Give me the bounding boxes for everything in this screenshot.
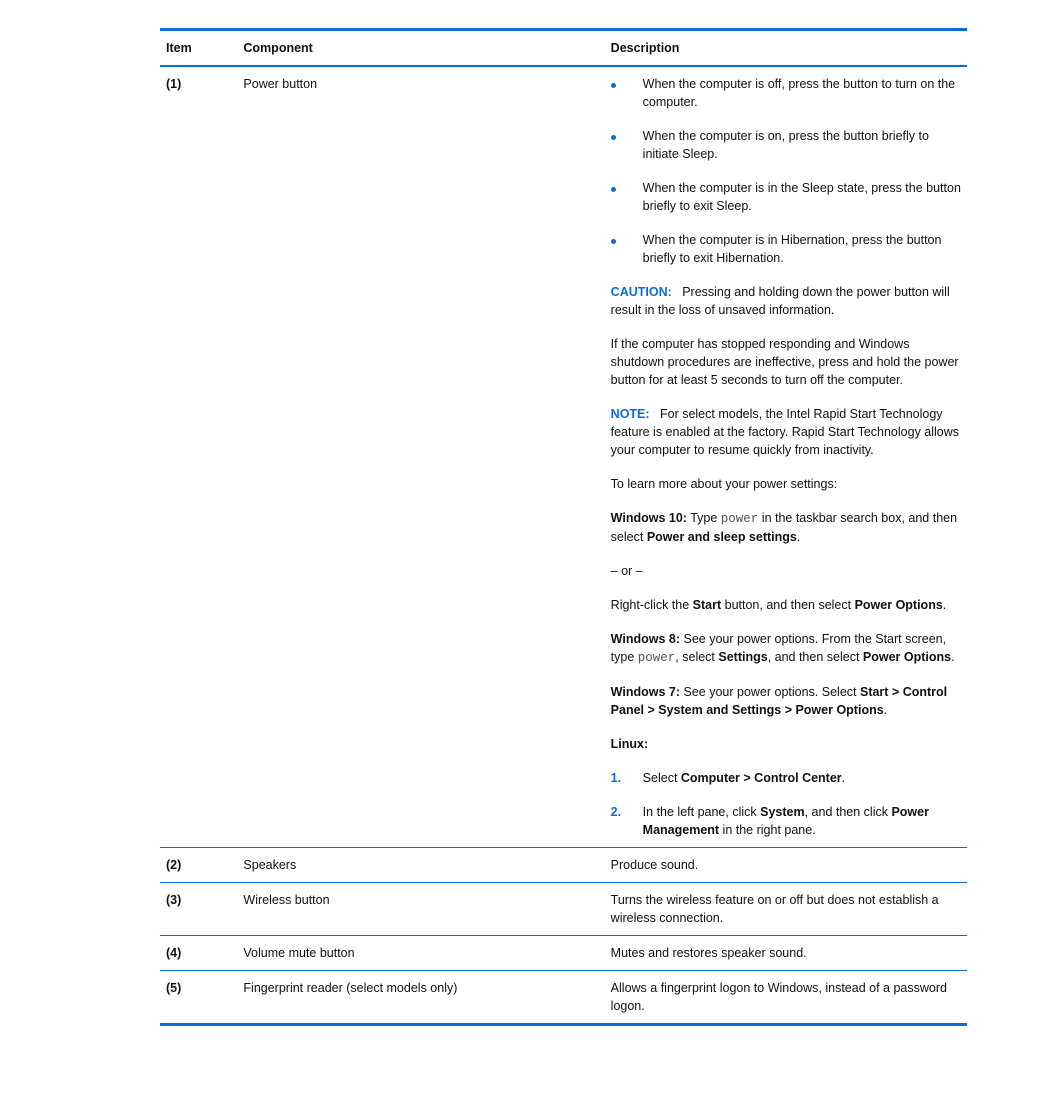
table-header-row <box>160 31 967 67</box>
list-item: When the computer is in Hibernation, press the button briefly to exit Hibernation. <box>611 231 963 267</box>
component-name: Power button <box>243 77 318 91</box>
bullet-icon <box>611 239 616 244</box>
description-cell: Mutes and restores speaker sound. <box>610 946 807 960</box>
item-number: (3) <box>166 893 182 907</box>
bullet-icon <box>611 187 616 192</box>
table-bottom-rule <box>160 1023 967 1026</box>
item-number: (5) <box>166 981 182 995</box>
linux-label: Linux: <box>610 737 649 751</box>
right-click-instructions: Right-click the Start button, and then select Power Options. <box>610 598 947 612</box>
list-item: When the computer is on, press the button briefly to initiate Sleep. <box>611 127 963 163</box>
table-row <box>160 848 967 883</box>
component-name: Wireless button <box>243 893 330 907</box>
bullet-icon <box>611 83 616 88</box>
stopped-responding-text: If the computer has stopped responding and Windows shutdown procedures are ineffective, press and hold the power button for at least 5 seconds to turn off the computer. <box>610 337 959 387</box>
table-row <box>160 883 967 936</box>
learn-more-text: To learn more about your power settings: <box>610 477 838 491</box>
or-separator: – or – <box>610 564 643 578</box>
item-number: (2) <box>166 858 182 872</box>
bullet-list <box>611 75 963 267</box>
header-component: Component <box>243 41 313 55</box>
description-cell: Produce sound. <box>610 858 699 872</box>
description-cell: Turns the wireless feature on or off but does not establish a wireless connection. <box>610 893 939 925</box>
item-number: (4) <box>166 946 182 960</box>
description-cell <box>605 67 967 847</box>
header-description: Description <box>610 41 680 55</box>
windows-7-instructions: Windows 7: See your power options. Select Start > Control Panel > System and Settings > Power Options. <box>610 685 948 717</box>
bullet-icon <box>611 135 616 140</box>
components-table <box>160 28 967 1026</box>
component-name: Volume mute button <box>243 946 355 960</box>
list-item: 2. In the left pane, click System, and then click Power Management in the right pane. <box>610 805 929 837</box>
table-row <box>160 936 967 971</box>
description-cell: Allows a fingerprint logon to Windows, instead of a password logon. <box>610 981 947 1013</box>
windows-10-instructions: Windows 10: Type power in the taskbar search box, and then select Power and sleep settings. <box>610 511 958 544</box>
table-row <box>160 971 967 1023</box>
item-number: (1) <box>166 77 182 91</box>
table-row <box>160 67 967 848</box>
note-label: NOTE: <box>610 407 650 421</box>
note: NOTE: For select models, the Intel Rapid Start Technology feature is enabled at the factory. Rapid Start Technology allows your computer to resume quickly from inactivity. <box>610 407 960 457</box>
component-name: Fingerprint reader (select models only) <box>243 981 458 995</box>
caution-note: CAUTION: Pressing and holding down the power button will result in the loss of unsaved information. <box>610 285 950 317</box>
windows-8-instructions: Windows 8: See your power options. From the Start screen, type power, select Settings, and then select Power Options. <box>610 632 955 665</box>
list-item: When the computer is in the Sleep state, press the button briefly to exit Sleep. <box>611 179 963 215</box>
list-item: 1. Select Computer > Control Center. <box>610 771 846 785</box>
component-name: Speakers <box>243 858 297 872</box>
list-item: When the computer is off, press the button to turn on the computer. <box>611 75 963 111</box>
linux-steps <box>611 769 963 839</box>
header-item: Item <box>166 41 192 55</box>
caution-label: CAUTION: <box>610 285 672 299</box>
